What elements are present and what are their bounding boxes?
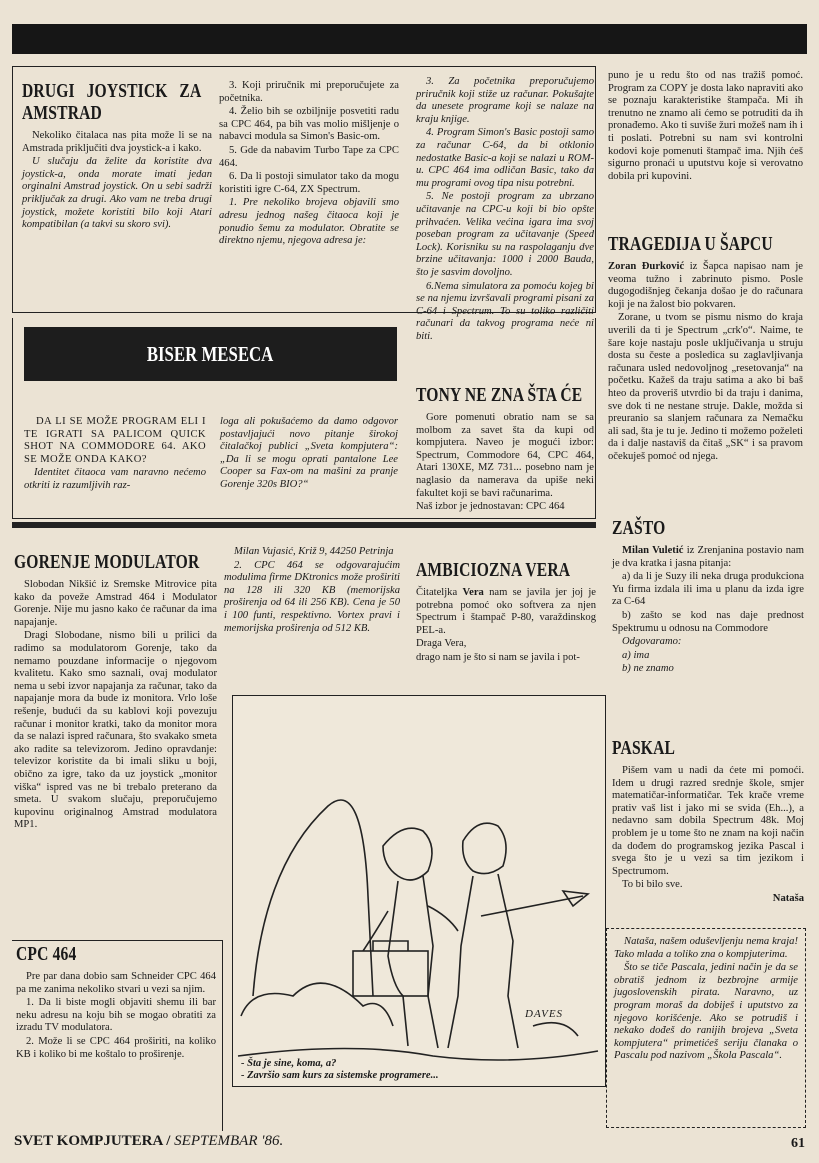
vera-answer-continued: puno je u redu što od nas tražiš pomoć. Program za COPY je dosta lako napraviti ako se poznaju karakteristike štampača. Mi ih trenutno ne znamo ali ćemo se potruditi da ih pronađemo. Ako ti suviše žuri možeš nam ih i ti poslati. Potrebni su nam svi kontrolni kodovi koje pomenuti štampač ima. Njih ćeš sigurno pronaći u uputstvu koje si verovatno dobila pri kupovini. [608, 70, 803, 182]
answer-5: 5. Ne postoji program za ubrzano učitavanje na CPC-u koji bi bio opšte prihvaćen. Velika većina igara ima svoj poseban program za učitavanje (Speed Lock). Korisniku su na raspolaganju dve brzine učitavanja: 1000 i 2000 Bauda, što je sasvim dovoljno. [416, 191, 594, 278]
cartoon-drawing [233, 696, 605, 1086]
zasto-a: a) da li je Suzy ili neka druga produkciona Yu firma izdala ili ima u planu da izda igre za C-64 [612, 571, 804, 608]
column-paskal [612, 738, 804, 906]
zasto-b: b) zašto se kod nas daje prednost Spektrumu u odnosu na Commodore [612, 609, 804, 634]
answer-4: 4. Program Simon's Basic postoji samo za računar C-64, da bi otklonio nedostatke Basic-a koji se nalazi u ROM-u. CPC 464 ima odličan Basic, tako da mu programi ovog tipa nisu potrebni. [416, 127, 594, 189]
paskal-closing: To bi bilo sve. [622, 879, 683, 891]
heading-paskal: PASKAL [612, 737, 676, 759]
tragedija-answer: Zorane, u tvom se pismu nismo do kraja uverili da ti je Spectrum „crk'o“. Naime, te šare koje nastaju posle uključivanja u struju dosta su česte a posledica su zaglavljivanja računara usled nedovoljnog „resetovanja“ na početku. Kažeš da traju satima a ako bi baš hteo da proveriš utvrdio bi da traju i danima, sve dok ti ne nestane struje. Dakle, možda si preuranio sa slanjem računara za Nemačku ali sad, šta je tu je. Jedino ti možemo poželeti da i dalje nastaviš da čitaš „SK“ i sa pravom očekuješ pomoć od njega. [608, 312, 803, 462]
paskal-reply [614, 936, 798, 1064]
column-vera [416, 560, 596, 666]
paskal-reply-1: Nataša, našem oduševljenju nema kraja! Tako mlada a toliko zna o kompjuterima. [614, 936, 798, 960]
answer-3: 3. Za početnika preporučujemo priručnik koji stiže uz računar. Pokušajte da unesete programe koji se nalaze na kraju knjige. [416, 76, 594, 125]
question-5: 5. Gde da nabavim Turbo Tape za CPC 464. [219, 144, 399, 169]
zasto-ob: b) ne znamo [622, 663, 674, 675]
paskal-signature: Nataša [772, 892, 804, 904]
zasto-oa: a) ima [622, 649, 650, 661]
column-tragedija [608, 234, 803, 465]
vera-intro-a: Čitateljka [416, 587, 463, 598]
heading-tragedija: TRAGEDIJA U ŠAPCU [608, 233, 773, 255]
vera-name: Vera [462, 587, 484, 598]
heading-drugi-joystick: DRUGI JOYSTICK ZA AMSTRAD [22, 80, 202, 124]
top-black-bar [12, 24, 807, 54]
heading-gorenje: GORENJE MODULATOR [14, 551, 200, 573]
paskal-letter: Pišem vam u nadi da ćete mi pomoći. Idem u drugi razred srednje škole, smjer matematičar-informatičar. Tek krače vreme prativ vaš list i jako mi se svida (Eh...), a nedavno sam dobila Spectrum 48k. Moj problem je u tome što ne znam na koji način da dođem do programskog jezika Pascal i svega što je u vezi sa tim jezikom i Spectrumom. [612, 765, 804, 877]
vera-answer: drago nam je što si nam se javila i pot- [416, 651, 580, 663]
column-gorenje [14, 552, 217, 833]
tragedija-intro [608, 261, 803, 311]
vera-greeting: Draga Vera, [416, 638, 467, 650]
question-6: 6. Da li postoji simulator tako da mogu koristiti igre C-64, ZX Spectrum. [219, 171, 399, 195]
column-zasto [612, 518, 804, 677]
biser-question: DA LI SE MOŽE PROGRAM ELI I TE IGRATI SA PALICOM QUICK SHOT NA COMMODORE 64. AKO SE MOŽE ONDA KAKO? [24, 416, 206, 465]
footer-publication [14, 1133, 283, 1150]
tragedija-text: iz Šapca napisao nam je veoma tužno i zabrinuto pismo. Posle dugogodišnjeg čekanja došao je do računara koji je na žalost bio pokvaren. [608, 261, 803, 310]
biser-answer-start: Identitet čitaoca vam naravno nećemo otkriti iz razumljivih raz- [24, 467, 206, 491]
cpc-q1: 1. Da li biste mogli objaviti shemu ili bar neku adresu na koju bih se mogao obratiti za izradu TV modulatora. [16, 997, 216, 1034]
zasto-intro [612, 545, 804, 570]
zasto-name: Milan Vuletić [622, 545, 684, 556]
cpc-q2: 2. Može li se CPC 464 proširiti, na koliko KB i koliko bi me koštalo to proširenje. [16, 1035, 216, 1060]
answer-2: 2. CPC 464 se odgovarajućim modulima firme DKtronics može proširiti na 128 ili 320 KB (memorijska proširenja od 64 ili 256 KB). Cena je 50 i 100 funti, respektivno. Vortex pravi i memorijska proširenja od 512 KB. [224, 559, 400, 634]
column-vera-continued [608, 70, 803, 184]
question-3: 3. Koji priručnik mi preporučujete za početnika. [219, 80, 399, 104]
joystick-question: Nekoliko čitalaca nas pita može li se na Amstrada priključiti dva joystick-a i kako. [22, 130, 212, 154]
caption-line-2: - Završio sam kurs za sistemske programere... [241, 1070, 439, 1081]
heading-tony: TONY NE ZNA ŠTA ĆE [416, 384, 583, 406]
footer-pub: SVET KOMPJUTERA / [14, 1133, 175, 1149]
heading-cpc: CPC 464 [16, 943, 77, 965]
biser-answer-column [220, 416, 398, 493]
column-tony [416, 385, 594, 515]
address: Milan Vujasić, Križ 9, 44250 Petrinja [234, 546, 394, 557]
column-questions [219, 80, 399, 249]
heading-vera: AMBICIOZNA VERA [416, 559, 571, 581]
question-4: 4. Želio bih se ozbiljnije posvetiti radu sa CPC 464, pa bih vas molio mišljenje o nabavci modula sa Simon's Basic-om. [219, 106, 399, 143]
column-cpc [16, 944, 216, 1062]
footer-month: SEPTEMBAR '86. [174, 1133, 284, 1149]
biser-answer-end: loga ali pokušaćemo da damo odgovor postavljajući novo pitanje širokoj čitalačkoj publici „Sveta kompjutera“: „Da li se mogu oprati pantalone Lee Cooper sa Fax-om na mašini za pranje Gorenje 320s BIO?“ [220, 416, 398, 490]
tony-answer: Naš izbor je jednostavan: CPC 464 [416, 501, 565, 513]
zasto-odg: Odgovaramo: [622, 636, 682, 648]
column-joystick [22, 80, 212, 233]
tony-text: Gore pomenuti obratio nam se sa molbom za savet šta da kupi od kompjutera. Naveo je mogući izbor: Spectrum, Commodore 64, CPC 464, Atari 130XE, MZ 731... posebno nam je naglasio da namerava da upiše neki fakultet koji se bavi računarima. [416, 412, 594, 499]
gorenje-question: Slobodan Nikšić iz Sremske Mitrovice pita kako da poveže Amstrad 464 i Modulator Gorenje. Nije mu jasno kako će računar da ima napajanje. [14, 579, 217, 628]
biser-meseca-title: BISER MESECA [147, 342, 274, 366]
caption-line-1: - Šta je sine, koma, a? [241, 1058, 337, 1069]
cartoon-panel [232, 695, 606, 1087]
answer-6: 6.Nema simulatora za pomoću kojeg bi se na njemu izvršavali programi pisani za C-64 i Spectrum. To su toliko različiti računari da takvog programa neće ni biti. [416, 280, 594, 342]
paskal-reply-2: Što se tiče Pascala, jedini način je da se obratiš jednom iz bezbrojne armije jugoslovenskih pirata. Naravno, uz program moraš da dobiješ i uputstvo za njegovo korišćenje. Ako se potrudiš i nekako dođeš do ranijih brojeva „Sveta kompjutera“ primetićeš seriju članaka o Pascalu pod nazivom „Škola Pascala“. [614, 962, 798, 1062]
zasto-text: iz Zrenjanina postavio nam je dva kratka i jasna pitanja: [612, 545, 804, 569]
joystick-answer: U slučaju da želite da koristite dva joystick-a, onda morate imati jedan orginalni Amstrad joystick. On u sebi sadrži priključak za drugi. Ako vam ne treba drugi joystick, možete koristiti bilo koji Atari kompatibilan (a takvi su skoro svi). [22, 156, 212, 231]
cpc-intro: Pre par dana dobio sam Schneider CPC 464 pa me zanima nekoliko stvari u vezi sa njim. [16, 971, 216, 995]
vera-intro-b: nam se javila jer joj je potrebna pomoć oko softvera za njen Spectrum i štampač P-80, varaždinskog PEL-a. [416, 587, 596, 636]
column-mid [224, 546, 400, 636]
tragedija-name: Zoran Đurković [608, 261, 685, 272]
gorenje-answer: Dragi Slobodane, nismo bili u prilici da radimo sa modulatorom Gorenje, tako da nemamo pouzdane informacije o njegovom kvalitetu. Kako smo saznali, ovaj modulator nema u sebi izvor napajanja za računar, tako da napajanje mora da bude iz monitora. Vrlo loše rešenje, budući da su kablovi koji povezuju računar i monitor kratki, tako da monitor mora da se nalazi ispred računara, što svakako smeta ako radite sa televizorom. Jedino opravdanje: televizor koristite da bi imali sliku u boji, obično za igre, tako da uz joystick „monitor viška“ ispred vas ne bi trebalo preterano da smeta. U svakom slučaju, preporučujemo kupovinu originalnog Amstrad modulatora MP1. [14, 630, 217, 831]
column-answers [416, 76, 594, 344]
divider-stripe [12, 522, 596, 528]
cartoon-signature: DAVES [525, 1008, 564, 1020]
cartoon-caption [241, 1058, 438, 1082]
answer-1: 1. Pre nekoliko brojeva objavili smo adresu jednog našeg čitaoca koji je ponudio šemu za modulator. Obratite se direktno njemu, njegova adresa je: [219, 197, 399, 247]
biser-question-column [24, 416, 206, 494]
heading-zasto: ZAŠTO [612, 517, 666, 539]
page-number: 61 [791, 1136, 805, 1151]
vera-intro [416, 587, 596, 637]
